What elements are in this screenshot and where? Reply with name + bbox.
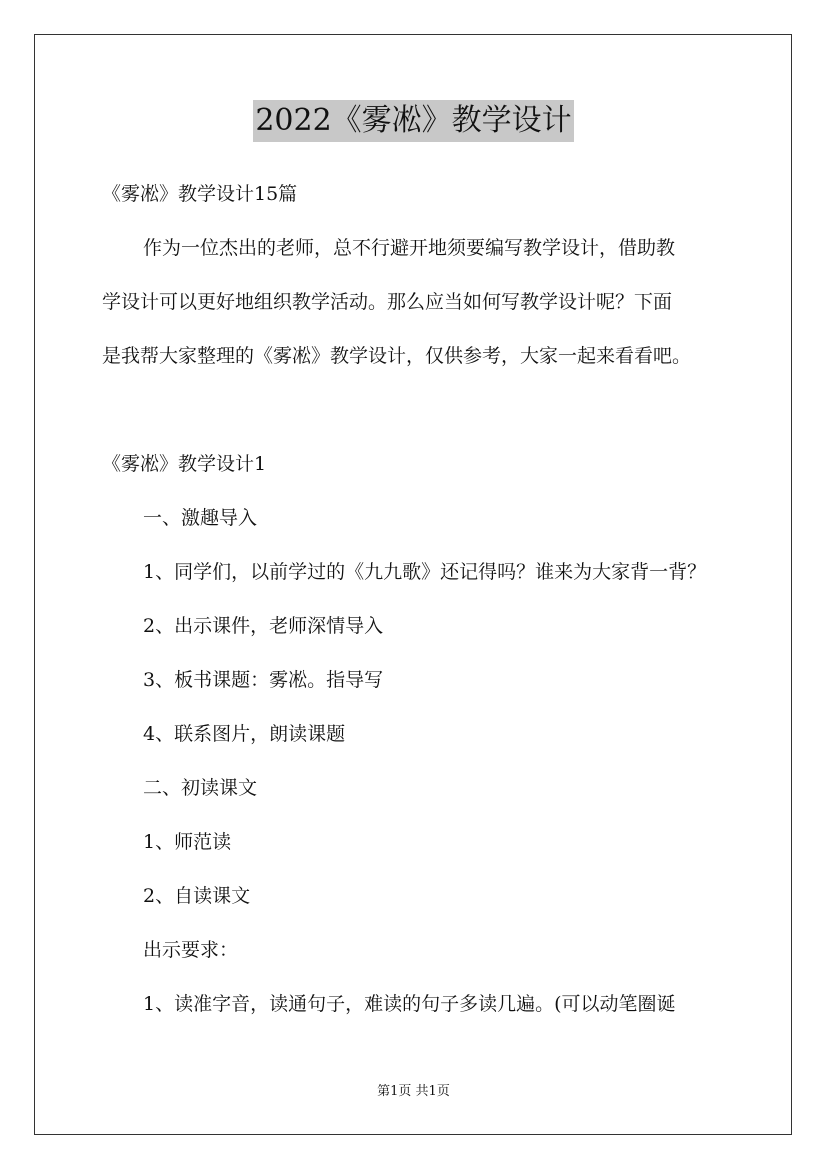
intro-paragraph-line-2: 学设计可以更好地组织教学活动。那么应当如何写教学设计呢？下面 — [102, 291, 673, 313]
body-line: 1、读准字音，读通句子，难读的句子多读几遍。(可以动笔圈诞 — [143, 993, 676, 1015]
body-line: 2、出示课件，老师深情导入 — [143, 615, 384, 637]
page-footer: 第1页 共1页 — [377, 1084, 450, 1099]
document-title: 2022《雾凇》教学设计 — [253, 100, 573, 142]
intro-paragraph-line-1: 作为一位杰出的老师，总不行避开地须要编写教学设计，借助教 — [143, 237, 676, 259]
document-subtitle: 《雾凇》教学设计15篇 — [102, 183, 298, 205]
section-heading: 《雾凇》教学设计1 — [102, 453, 267, 475]
title-container — [0, 100, 827, 142]
intro-paragraph-line-3: 是我帮大家整理的《雾凇》教学设计，仅供参考，大家一起来看看吧。 — [102, 345, 692, 367]
body-line: 二、初读课文 — [143, 777, 258, 799]
body-line: 1、师范读 — [143, 831, 232, 853]
body-line: 2、自读课文 — [143, 885, 251, 907]
body-line: 一、激趣导入 — [143, 507, 258, 529]
body-line: 4、联系图片，朗读课题 — [143, 723, 346, 745]
body-line: 出示要求： — [143, 939, 239, 961]
body-line: 3、板书课题：雾凇。指导写 — [143, 669, 384, 691]
body-line: 1、同学们，以前学过的《九九歌》还记得吗？谁来为大家背一背？ — [143, 561, 707, 583]
